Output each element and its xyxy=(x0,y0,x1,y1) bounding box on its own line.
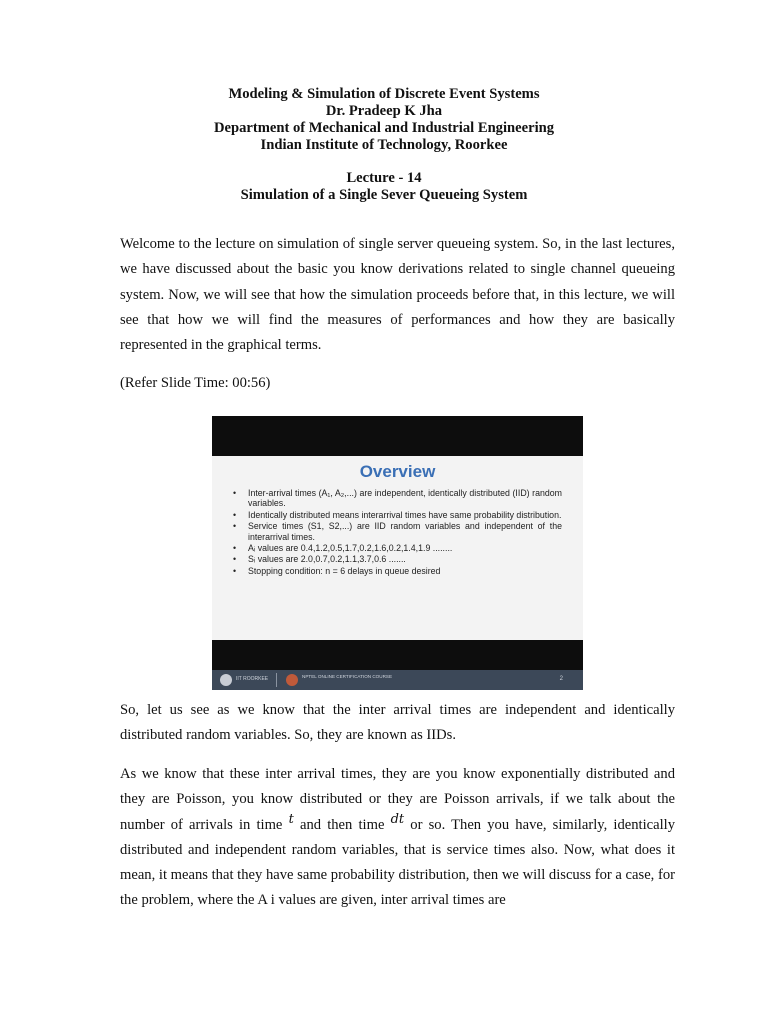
slide-page-number: 2 xyxy=(559,676,563,682)
slide-content xyxy=(212,456,583,682)
footer-right-label: NPTEL ONLINE CERTIFICATION COURSE xyxy=(302,674,393,679)
slide-bullet: • Inter-arrival times (A₁, A₂,...) are independent, identically distributed (IID) random variables. xyxy=(232,488,562,509)
slide-bullet: • Aᵢ values are 0.4,1.2,0.5,1.7,0.2,1.6,0.2,1.4,1.9 ........ xyxy=(232,543,562,553)
header-gap xyxy=(0,154,768,170)
slide-title: Overview xyxy=(359,462,436,481)
nptel-logo-icon xyxy=(286,674,298,686)
arrivals-paragraph xyxy=(120,762,675,914)
instructor-name: Dr. Pradeep K Jha xyxy=(325,103,443,119)
lecture-title: Simulation of a Single Sever Queueing System xyxy=(240,187,528,203)
document-header xyxy=(0,86,768,204)
math-symbol-t: t xyxy=(288,811,294,827)
department-name: Department of Mechanical and Industrial Engineering xyxy=(213,120,555,136)
slide-bullet: • Identically distributed means interarrival times have same probability distribution. xyxy=(232,510,562,520)
institute-name: Indian Institute of Technology, Roorkee xyxy=(260,137,508,153)
course-title: Modeling & Simulation of Discrete Event Systems xyxy=(228,86,540,102)
slide-footer-bar xyxy=(212,670,583,690)
slide-bullet: • Stopping condition: n = 6 delays in queue desired xyxy=(232,566,562,576)
footer-left-label: IIT ROORKEE xyxy=(236,676,269,682)
footer-divider xyxy=(276,673,277,687)
math-symbol-dt: dt xyxy=(390,811,405,827)
iid-paragraph: So, let us see as we know that the inter arrival times are independent and identically distributed random variables. So, they are known as IIDs. xyxy=(120,702,675,744)
lecture-slide-image xyxy=(212,416,583,682)
paragraph-text: or so. Then you have, similarly, identically distributed and independent random variables, that is service times also. Now, what does it mean, it means that they have same probability distribution, then we will discuss for a case, for the problem, where the A i values are given, inter arrival times are xyxy=(120,816,675,909)
slide-time-reference: (Refer Slide Time: 00:56) xyxy=(120,375,271,391)
intro-paragraph: Welcome to the lecture on simulation of single server queueing system. So, in the last lectures, we have discussed about the basic you know derivations related to single channel queueing system. Now, we will see that how the simulation proceeds before that, in this lecture, we will see that how we will find the measures of performances and how they are basically represented in the graphical terms. xyxy=(120,236,675,354)
slide-bullet: • Service times (S1, S2,...) are IID random variables and independent of the interarrival times. xyxy=(232,521,562,542)
lecture-number: Lecture - 14 xyxy=(346,170,422,186)
paragraph-text: As we know that these inter arrival times, they are you know exponentially distributed and they are Poisson, you know distributed or they are Poisson arrivals, if we talk about the number of arrivals in time xyxy=(120,766,675,833)
iit-roorkee-logo-icon xyxy=(220,674,232,686)
paragraph-text: and then time xyxy=(293,816,391,833)
slide-bullet-list xyxy=(232,488,562,577)
slide-bullet: • Sᵢ values are 2.0,0.7,0.2,1.1,3.7,0.6 ....... xyxy=(232,554,562,564)
